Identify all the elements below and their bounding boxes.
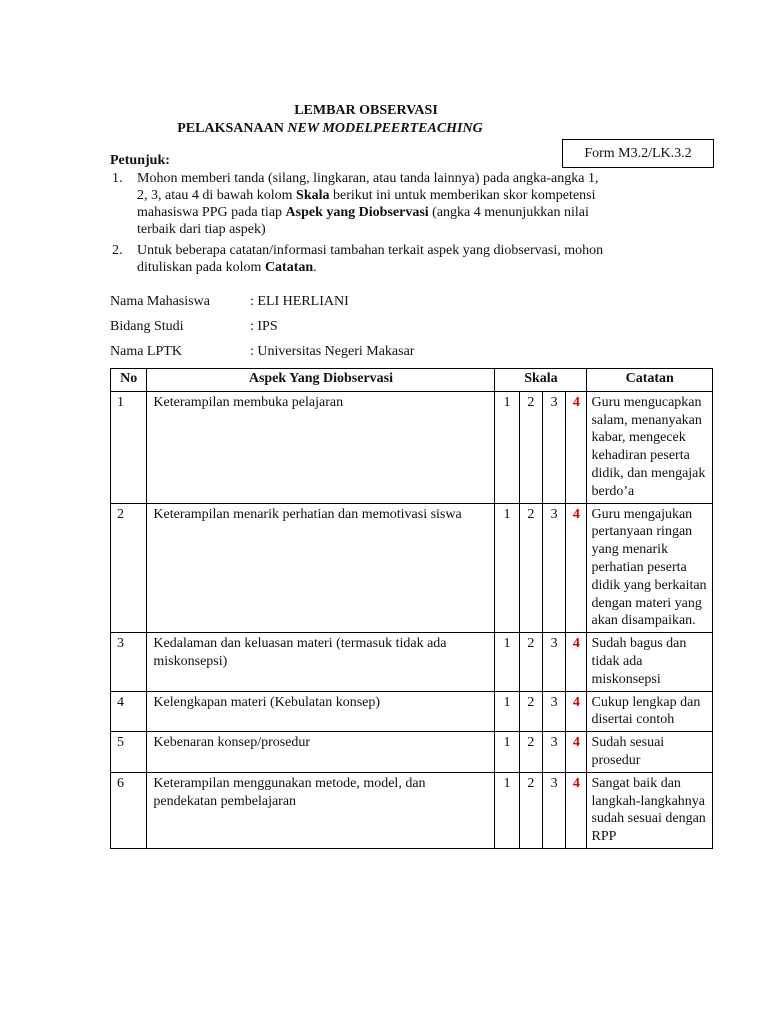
row-no: 2 [111, 503, 147, 633]
row-catatan: Cukup lengkap dan disertai contoh [587, 691, 713, 732]
header-no: No [111, 369, 147, 392]
document-title: LEMBAR OBSERVASI [294, 103, 438, 118]
instruction-bold-skala: Skala [296, 188, 330, 203]
instruction-item-1 [112, 170, 612, 238]
row-aspek: Keterampilan menarik perhatian dan memotivasi siswa [147, 503, 495, 633]
score-1[interactable]: 1 [495, 691, 519, 732]
table-header-row [111, 369, 713, 392]
row-catatan: Sudah sesuai prosedur [587, 732, 713, 773]
row-catatan: Guru mengajukan pertanyaan ringan yang menarik perhatian peserta didik yang berkaitan dengan materi yang akan disampaikan. [587, 503, 713, 633]
score-3[interactable]: 3 [542, 391, 565, 503]
score-4-selected[interactable]: 4 [566, 732, 587, 773]
document-subtitle [0, 121, 660, 137]
table-row [111, 391, 713, 503]
row-catatan: Sudah bagus dan tidak ada miskonsepsi [587, 633, 713, 691]
info-value: : ELI HERLIANI [250, 294, 349, 309]
row-aspek: Keterampilan membuka pelajaran [147, 391, 495, 503]
info-value: : IPS [250, 319, 278, 334]
instruction-text-part: Untuk beberapa catatan/informasi tambahan terkait aspek yang diobservasi, mohon dituliskan pada kolom [137, 243, 604, 275]
table-row [111, 732, 713, 773]
info-nama-lptk [110, 343, 414, 360]
instruction-text-part: . [313, 260, 317, 275]
score-3[interactable]: 3 [542, 772, 565, 848]
header-aspek: Aspek Yang Diobservasi [147, 369, 495, 392]
score-3[interactable]: 3 [542, 503, 565, 633]
instruction-item-2 [112, 242, 612, 276]
table-row [111, 691, 713, 732]
score-1[interactable]: 1 [495, 633, 519, 691]
score-2[interactable]: 2 [519, 691, 542, 732]
score-4-selected[interactable]: 4 [566, 391, 587, 503]
row-aspek: Kebenaran konsep/prosedur [147, 732, 495, 773]
instruction-text [137, 242, 612, 276]
score-1[interactable]: 1 [495, 503, 519, 633]
instruction-bold-catatan: Catatan [264, 260, 314, 275]
instruction-text-part: berikut ini untuk memberikan skor kompetensi mahasiswa PPG pada tiap [137, 188, 596, 220]
form-code-box: Form M3.2/LK.3.2 [562, 139, 714, 168]
score-4-selected[interactable]: 4 [566, 503, 587, 633]
score-2[interactable]: 2 [519, 503, 542, 633]
table-row [111, 772, 713, 848]
info-bidang-studi [110, 318, 278, 335]
row-catatan: Guru mengucapkan salam, menanyakan kabar, mengecek kehadiran peserta didik, dan mengajak berdo’a [587, 391, 713, 503]
row-catatan: Sangat baik dan langkah-langkahnya sudah sesuai dengan RPP [587, 772, 713, 848]
info-value: : Universitas Negeri Makasar [250, 344, 415, 359]
row-aspek: Keterampilan menggunakan metode, model, dan pendekatan pembelajaran [147, 772, 495, 848]
instruction-number: 2. [112, 243, 123, 258]
score-1[interactable]: 1 [495, 391, 519, 503]
info-label: Bidang Studi [110, 319, 184, 334]
subtitle-italic: NEW MODELPEERTEACHING [287, 121, 483, 136]
score-2[interactable]: 2 [519, 772, 542, 848]
score-3[interactable]: 3 [542, 633, 565, 691]
score-4-selected[interactable]: 4 [566, 633, 587, 691]
instruction-text-part: (angka 4 menunjukkan nilai terbaik dari tiap aspek) [137, 205, 589, 237]
subtitle-prefix: PELAKSANAAN [177, 121, 288, 136]
instruction-bold-aspek: Aspek yang Diobservasi [285, 205, 429, 220]
score-2[interactable]: 2 [519, 391, 542, 503]
row-no: 6 [111, 772, 147, 848]
score-4-selected[interactable]: 4 [566, 772, 587, 848]
row-aspek: Kelengkapan materi (Kebulatan konsep) [147, 691, 495, 732]
instruction-text [137, 170, 612, 238]
score-2[interactable]: 2 [519, 633, 542, 691]
score-4-selected[interactable]: 4 [566, 691, 587, 732]
score-3[interactable]: 3 [542, 732, 565, 773]
row-no: 5 [111, 732, 147, 773]
info-label: Nama Mahasiswa [110, 294, 210, 309]
info-label: Nama LPTK [110, 344, 182, 359]
row-no: 3 [111, 633, 147, 691]
instruction-text-part: Mohon memberi tanda (silang, lingkaran, atau tanda lainnya) pada angka-angka 1, 2, 3, atau 4 di bawah kolom [137, 171, 599, 203]
table-row [111, 503, 713, 633]
row-no: 4 [111, 691, 147, 732]
row-no: 1 [111, 391, 147, 503]
observation-table [110, 368, 713, 849]
instruction-number: 1. [112, 171, 123, 186]
score-1[interactable]: 1 [495, 772, 519, 848]
table-row [111, 633, 713, 691]
score-2[interactable]: 2 [519, 732, 542, 773]
info-nama-mahasiswa [110, 293, 349, 310]
row-aspek: Kedalaman dan keluasan materi (termasuk tidak ada miskonsepsi) [147, 633, 495, 691]
score-1[interactable]: 1 [495, 732, 519, 773]
petunjuk-heading: Petunjuk: [110, 153, 170, 168]
header-catatan: Catatan [587, 369, 713, 392]
score-3[interactable]: 3 [542, 691, 565, 732]
header-skala: Skala [495, 369, 587, 392]
